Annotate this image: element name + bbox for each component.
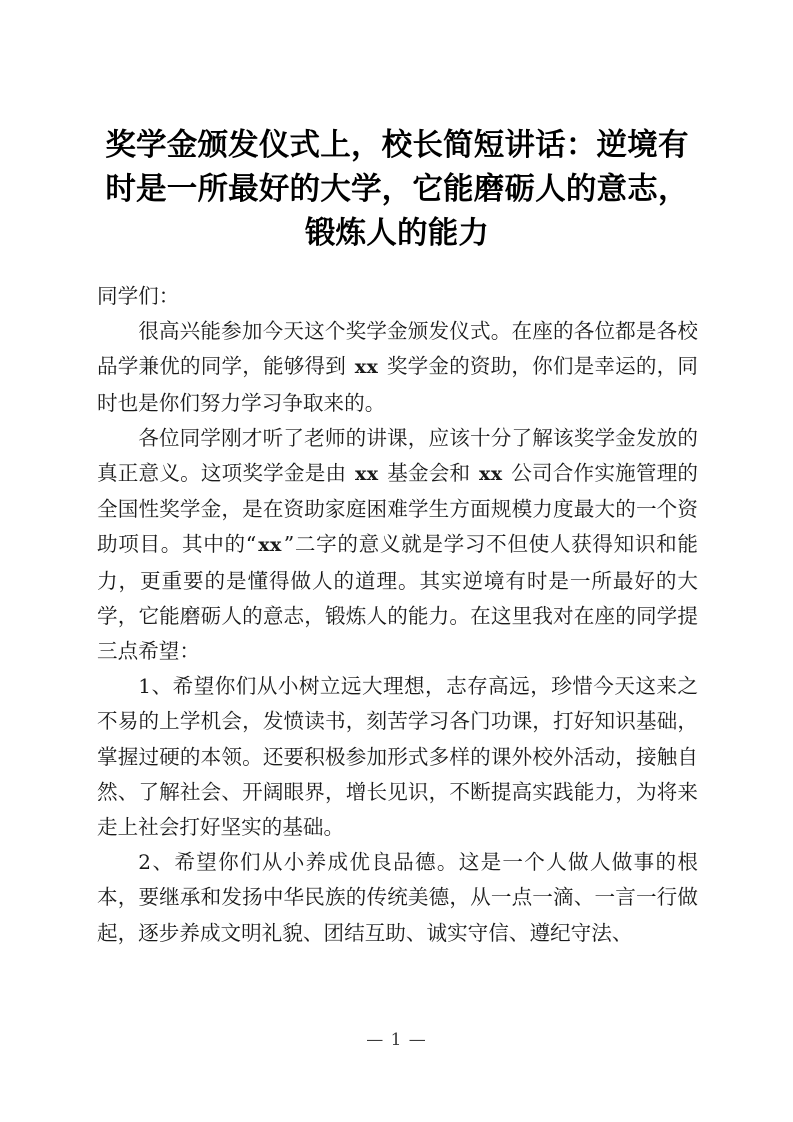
page-number-footer: — 1 — [366,1030,427,1050]
latin-token: xx [479,463,503,486]
latin-token: xx [258,534,282,557]
list-number: 1 [138,674,152,699]
page-title: 奖学金颁发仪式上，校长简短讲话：逆境有时是一所最好的大学，它能磨砺人的意志，锻炼人的能力 [105,128,689,252]
list-number: 2 [138,850,152,875]
body-paragraph-1: 很高兴能参加今天这个奖学金颁发仪式。在座的各位都是各校品学兼优的同学，能够得到 xx 奖学金的资助，你们是幸运的，同时也是你们努力学习争取来的。 [97,319,698,415]
body-paragraph-2: 各位同学刚才听了老师的讲课，应该十分了解该奖学金发放的真正意义。这项奖学金是由 xx 基金会和 xx 公司合作实施管理的全国性奖学金，是在资助家庭困难学生方面规模力度最大的一个资助项目。其中的“ xx”二字的意义就是学习不但使人获得知识和能力，更重要的是懂得做人的道理。其实逆境有时是一所最好的大学，它能磨砺人的意志，锻炼人的能力。在这里我对在座的同学提三点希望： [97,425,699,664]
latin-token: xx [355,463,379,486]
latin-token: xx [354,356,379,379]
body-paragraph-4: 2、希望你们从小养成优良品德。这是一个人做人做事的根本，要继承和发扬中华民族的传统美德，从一点一滴、一言一行做起，逐步养成文明礼貌、团结互助、诚实守信、遵纪守法、 [97,850,698,945]
document-body [97,279,698,951]
body-paragraph-3: 1、希望你们从小树立远大理想，志存高远，珍惜今天这来之不易的上学机会，发愤读书，刻苦学习各门功课，打好知识基础，掌握过硬的本领。还要积极参加形式多样的课外校外活动，接触自然、了解社会、开阔眼界，增长见识，不断提高实践能力，为将来走上社会打好坚实的基础。 [97,674,698,840]
salutation: 同学们： [97,284,180,308]
